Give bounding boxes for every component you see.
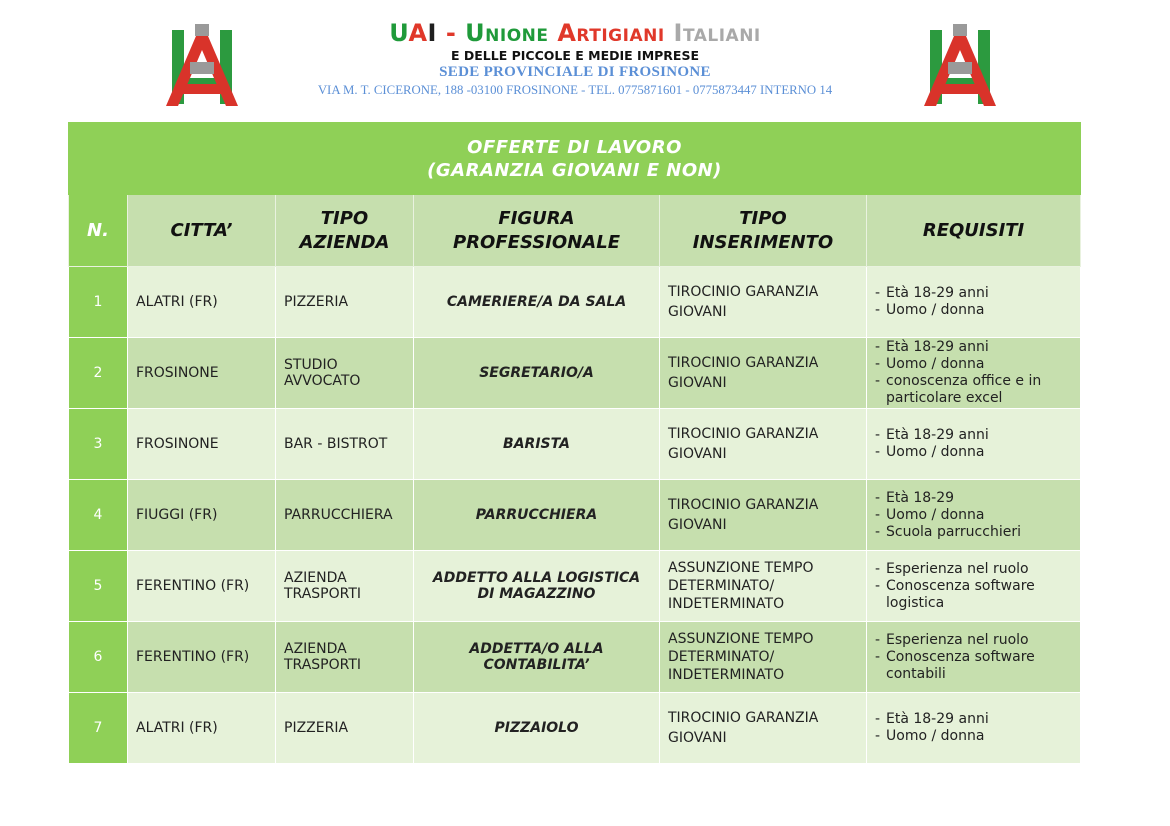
title-word-unione: Unione [465,19,549,47]
cell-text: ASSUNZIONE TEMPO [668,560,814,576]
title-uai-u: U [389,19,409,47]
header-text: FIGURA [498,207,575,229]
bullet: - [875,560,881,577]
requirement-text: Scuola parrucchieri [886,523,1021,540]
bullet: - [875,489,881,506]
row-number: 7 [69,693,128,764]
cell-text: AZIENDA [284,570,347,586]
row-number: 4 [69,480,128,551]
cell-figura [414,551,660,622]
cell-figura [414,267,660,338]
cell-tipo-azienda [276,338,414,409]
requirement-text: Conoscenza software [886,577,1035,594]
cell-tipo-azienda [276,480,414,551]
bullet: - [875,728,881,744]
cell-text: PIZZERIA [284,294,349,310]
cell-tipo-azienda [276,693,414,764]
requirement-item [875,390,1080,407]
cell-citta: FROSINONE [128,338,276,409]
job-offers-table [68,122,1080,764]
header-text: TIPO [739,207,787,229]
cell-text: ADDETTA/O ALLA [469,641,604,657]
cell-text: CONTABILITA’ [483,657,590,673]
title-uai-a: A [408,19,428,47]
requirement-item [875,632,1080,649]
cell-text: GIOVANI [668,446,727,462]
bullet: - [875,356,881,372]
table-row [69,622,1081,693]
banner-line-2: (GARANZIA GIOVANI E NON) [427,159,722,181]
title-word-artigiani: Artigiani [557,19,665,47]
requirement-text: Esperienza nel ruolo [886,631,1029,648]
table-row [69,338,1081,409]
cell-inserimento [660,409,867,480]
requirement-item [875,561,1080,578]
letterhead [280,18,870,98]
requirement-text: particolare excel [886,390,1003,406]
cell-requisiti [867,267,1081,338]
bullet [875,390,886,407]
cell-text: ADDETTO ALLA LOGISTICA [432,570,641,586]
row-number: 1 [69,267,128,338]
cell-requisiti [867,622,1081,693]
cell-inserimento [660,267,867,338]
column-header-inserimento [660,195,867,267]
requirement-text: contabili [886,665,946,682]
requirement-item [875,356,1080,373]
bullet: - [875,577,881,594]
bullet: - [875,506,881,523]
cell-text: GIOVANI [668,304,727,320]
requirement-item [875,595,1080,612]
requirement-item [875,524,1080,541]
row-number: 3 [69,409,128,480]
cell-inserimento [660,480,867,551]
cell-text: AVVOCATO [284,373,361,389]
cell-text: PIZZERIA [284,720,349,736]
bullet: - [875,339,881,355]
bullet: - [875,427,881,443]
bullet: - [875,711,881,727]
cell-citta: FROSINONE [128,409,276,480]
requirement-item [875,728,1080,745]
title-dash: - [436,19,466,47]
cell-text: BARISTA [503,436,570,452]
requirement-text: logistica [886,594,945,611]
cell-text: PARRUCCHIERA [475,507,598,523]
column-header-num: N. [69,195,128,267]
row-number: 6 [69,622,128,693]
cell-text: PARRUCCHIERA [284,507,393,523]
cell-requisiti [867,409,1081,480]
cell-inserimento [660,693,867,764]
cell-text: STUDIO [284,357,338,373]
table-row [69,480,1081,551]
column-header-citta: CITTA’ [128,195,276,267]
sede-provinciale: SEDE PROVINCIALE DI FROSINONE [439,64,711,80]
cell-text: DETERMINATO/ [668,649,775,665]
bullet: - [875,373,881,389]
requirement-item [875,373,1080,390]
requirement-item [875,507,1080,524]
cell-requisiti [867,551,1081,622]
cell-text: TIROCINIO GARANZIA [668,497,819,513]
requirement-item [875,427,1080,444]
header-text: AZIENDA [299,231,390,253]
cell-inserimento [660,622,867,693]
cell-citta: FERENTINO (FR) [128,551,276,622]
cell-text: TIROCINIO GARANZIA [668,284,819,300]
bullet: - [875,285,881,301]
organization-subtitle: E DELLE PICCOLE E MEDIE IMPRESE [450,48,699,63]
bullet: - [875,444,881,460]
cell-tipo-azienda [276,267,414,338]
cell-citta: ALATRI (FR) [128,693,276,764]
row-number: 2 [69,338,128,409]
bullet [875,666,886,683]
cell-text: DI MAGAZZINO [477,586,596,602]
cell-requisiti [867,338,1081,409]
requirement-item [875,490,1080,507]
cell-text: ASSUNZIONE TEMPO [668,631,814,647]
cell-citta: ALATRI (FR) [128,267,276,338]
requirement-text: Età 18-29 anni [886,339,989,355]
table-body [69,267,1081,764]
column-header-requisiti: REQUISITI [867,195,1081,267]
table-row [69,693,1081,764]
cell-text: TRASPORTI [284,657,362,673]
title-uai-i: I [427,19,437,47]
cell-inserimento [660,338,867,409]
cell-text: INDETERMINATO [668,667,785,683]
cell-text: GIOVANI [668,375,727,391]
cell-text: INDETERMINATO [668,596,785,612]
requirement-item [875,711,1080,728]
requirement-text: Conoscenza software [886,648,1035,665]
requirement-item [875,339,1080,356]
requirement-text: Età 18-29 anni [886,285,989,301]
requirement-text: Uomo / donna [886,356,985,372]
cell-figura [414,480,660,551]
requirement-text: Esperienza nel ruolo [886,560,1029,577]
bullet: - [875,648,881,665]
requirement-item [875,649,1080,666]
cell-text: CAMERIERE/A DA SALA [446,294,627,310]
row-number: 5 [69,551,128,622]
requirement-text: Età 18-29 [886,489,955,506]
requirement-item [875,302,1080,319]
requirement-text: Età 18-29 anni [886,427,989,443]
requirement-text: Uomo / donna [886,302,985,318]
uai-logo-left [162,22,242,110]
requirement-item [875,444,1080,461]
cell-figura [414,338,660,409]
cell-text: BAR - BISTROT [284,436,388,452]
requirement-text: Uomo / donna [886,728,985,744]
cell-inserimento [660,551,867,622]
column-header-figura [414,195,660,267]
cell-text: DETERMINATO/ [668,578,775,594]
requirement-text: conoscenza office e in [886,373,1042,389]
cell-text: TIROCINIO GARANZIA [668,710,819,726]
column-header-tipo-azienda [276,195,414,267]
cell-citta: FIUGGI (FR) [128,480,276,551]
requirement-item [875,578,1080,595]
cell-text: TIROCINIO GARANZIA [668,426,819,442]
requirement-text: Uomo / donna [886,506,985,523]
address-line: VIA M. T. CICERONE, 188 -03100 FROSINONE - TEL. 0775871601 - 0775873447 INTERNO 14 [317,83,833,97]
requirement-text: Età 18-29 anni [886,711,989,727]
header-text: INSERIMENTO [692,231,834,253]
table-row [69,267,1081,338]
bullet: - [875,631,881,648]
requirement-item [875,285,1080,302]
cell-text: SEGRETARIO/A [479,365,594,381]
organization-title [280,18,870,48]
title-word-italiani: Italiani [673,19,761,47]
requirement-item [875,666,1080,683]
cell-requisiti [867,693,1081,764]
header-text: TIPO [320,207,369,229]
cell-tipo-azienda [276,622,414,693]
cell-requisiti [867,480,1081,551]
cell-figura [414,693,660,764]
table-row [69,409,1081,480]
bullet: - [875,523,881,540]
table-row [69,551,1081,622]
header-text: PROFESSIONALE [453,231,620,253]
cell-tipo-azienda [276,551,414,622]
cell-text: TRASPORTI [284,586,362,602]
cell-figura [414,622,660,693]
banner-line-1: OFFERTE DI LAVORO [467,136,682,158]
bullet [875,595,886,612]
cell-tipo-azienda [276,409,414,480]
cell-text: GIOVANI [668,517,727,533]
requirement-text: Uomo / donna [886,444,985,460]
cell-text: PIZZAIOLO [494,720,579,736]
bullet: - [875,302,881,318]
cell-citta: FERENTINO (FR) [128,622,276,693]
cell-text: GIOVANI [668,730,727,746]
table-banner [69,123,1081,195]
cell-text: AZIENDA [284,641,347,657]
cell-figura [414,409,660,480]
uai-logo-right [920,22,1000,110]
cell-text: TIROCINIO GARANZIA [668,355,819,371]
